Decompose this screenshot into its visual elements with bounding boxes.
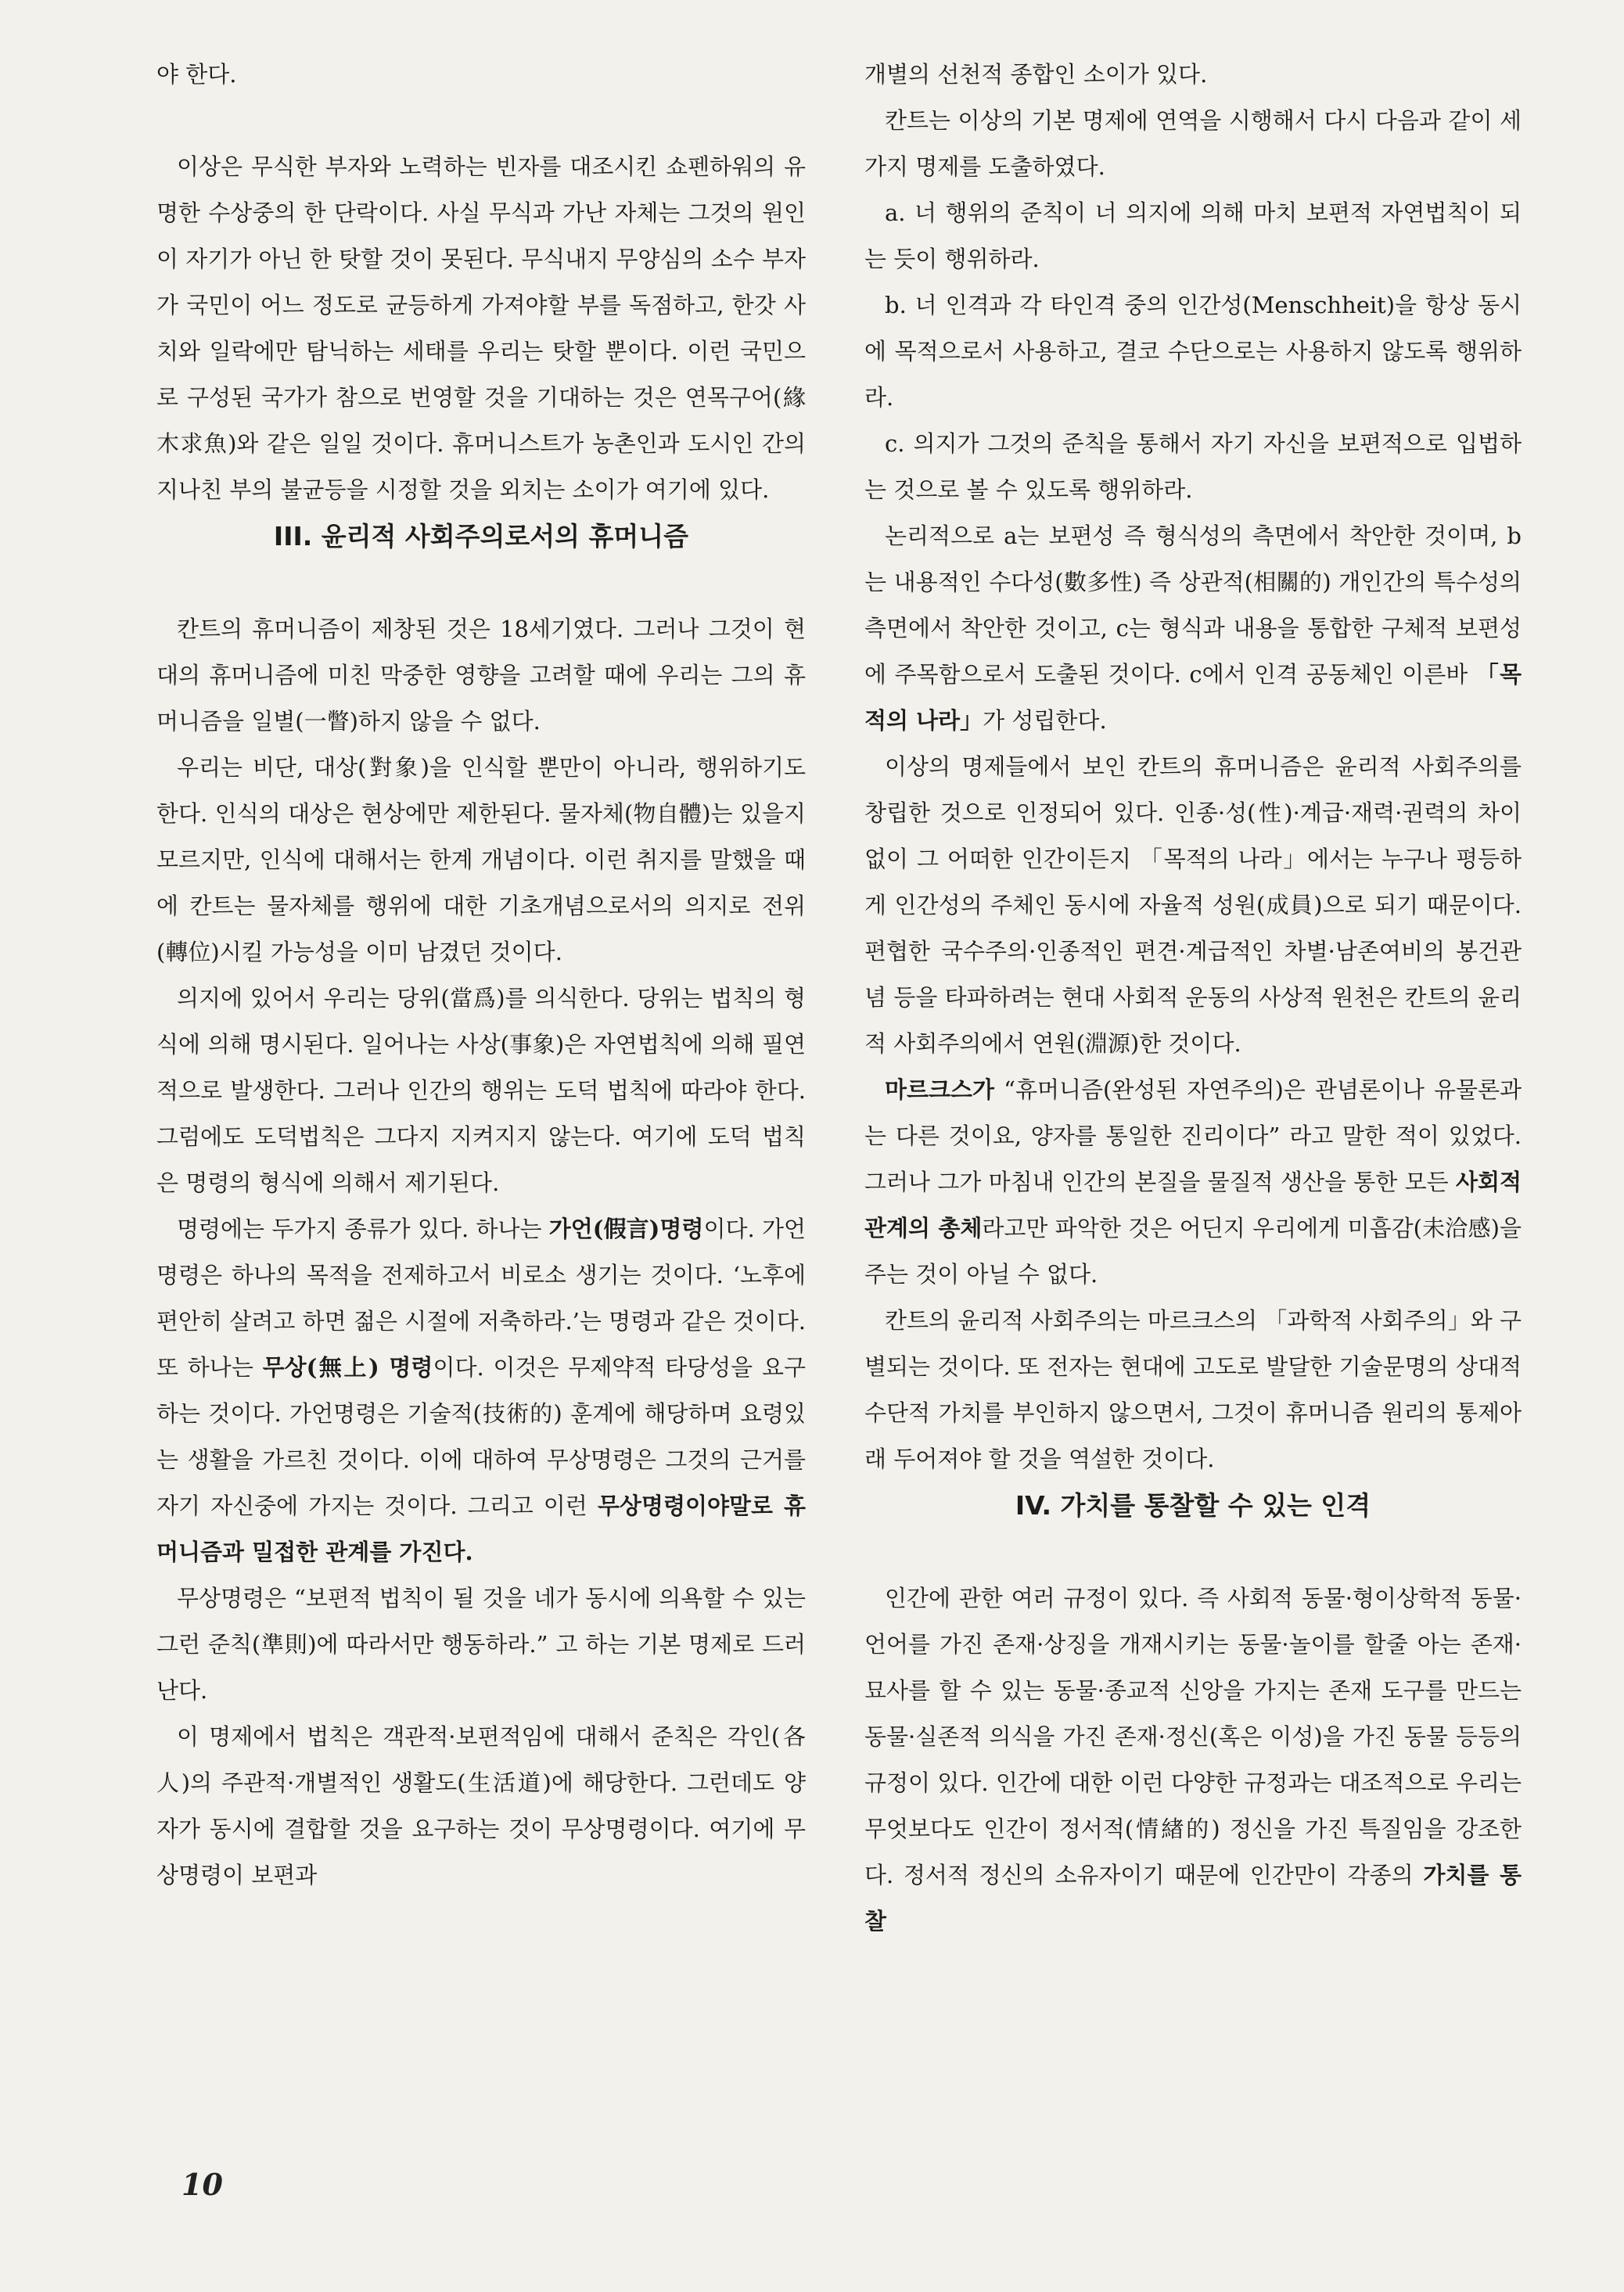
right-column — [864, 52, 1522, 1945]
page-number: 10 — [181, 2167, 223, 2202]
paragraph: 이상은 무식한 부자와 노력하는 빈자를 대조시킨 쇼펜하워의 유명한 수상중의 한 단락이다. 사실 무식과 가난 자체는 그것의 원인이 자기가 아닌 한 탓할 것이 못된다. 무식내지 무양심의 소수 부자가 국민이 어느 정도로 균등하게 가져야할 부를 독점하고, 한갓 사치와 일락에만 탐닉하는 세태를 우리는 탓할 뿐이다. 이런 국민으로 구성된 국가가 참으로 번영할 것을 기대하는 것은 연목구어(緣木求魚)와 같은 일일 것이다. 휴머니스트가 농촌인과 도시인 간의 지나친 부의 불균등을 시정할 것을 외치는 소이가 여기에 있다. — [156, 153, 806, 503]
bold-term: 사회적 관계의 총체 — [864, 1169, 1522, 1241]
bold-term: 무상명령이야말로 휴머니즘과 밀접한 관계를 가진다. — [156, 1493, 806, 1565]
paragraph: 칸트는 이상의 기본 명제에 연역을 시행해서 다시 다음과 같이 세가지 명제를 도출하였다. — [864, 107, 1522, 180]
paragraph: a. 너 행위의 준칙이 너 의지에 의해 마치 보편적 자연법칙이 되는 듯이 행위하라. — [864, 199, 1522, 272]
text-run: 라고만 파악한 것은 어딘지 우리에게 미흡감(未洽感)을 주는 것이 아닐 수 없다. — [864, 1215, 1522, 1288]
bold-term: 가치를 통찰 — [864, 1862, 1522, 1935]
paragraph: 칸트의 윤리적 사회주의는 마르크스의 「과학적 사회주의」와 구별되는 것이다. 또 전자는 현대에 고도로 발달한 기술문명의 상대적 수단적 가치를 부인하지 않으면서, 그것이 휴머니즘 원리의 통제아래 두어져야 할 것을 역설한 것이다. — [864, 1307, 1522, 1472]
paragraph: 칸트의 휴머니즘이 제창된 것은 18세기였다. 그러나 그것이 현대의 휴머니즘에 미친 막중한 영향을 고려할 때에 우리는 그의 휴머니즘을 일별(一瞥)하지 않을 수 없다. — [156, 616, 806, 735]
text-run: 명령에는 두가지 종류가 있다. 하나는 — [177, 1216, 549, 1242]
bold-term: 가언(假言)명령 — [548, 1216, 704, 1242]
paragraph: b. 너 인격과 각 타인격 중의 인간성(Menschheit)을 항상 동시에 목적으로서 사용하고, 결코 수단으로는 사용하지 않도록 행위하라. — [864, 292, 1522, 411]
text-run: “휴머니즘(완성된 자연주의)은 관념론이나 유물론과는 다른 것이요, 양자를 통일한 진리이다” 라고 말한 적이 있었다. 그러나 그가 마침내 인간의 본질을 물질적 생산을 통한 모든 — [864, 1076, 1522, 1195]
paragraph: 야 한다. — [156, 61, 237, 88]
bold-term: 무상(無上) 명령 — [262, 1354, 433, 1381]
text-run: 이다. 가언명령은 하나의 목적을 전제하고서 비로소 생기는 것이다. ‘노후에 편안히 살려고 하면 젊은 시절에 저축하라.’는 명령과 같은 것이다. 또 하나는 — [156, 1216, 806, 1381]
paragraph: 이 명제에서 법칙은 객관적·보편적임에 대해서 준칙은 각인(各人)의 주관적·개별적인 생활도(生活道)에 해당한다. 그런데도 양자가 동시에 결합할 것을 요구하는 것이 무상명령이다. 여기에 무상명령이 보편과 — [156, 1723, 806, 1888]
section-heading-4: IV. 가치를 통찰할 수 있는 인격 — [1015, 1490, 1371, 1521]
paragraph: 개별의 선천적 종합인 소이가 있다. — [864, 61, 1208, 88]
bold-term: 마르크스가 — [885, 1076, 995, 1103]
paragraph — [864, 513, 1522, 744]
section-heading-3: III. 윤리적 사회주의로서의 휴머니즘 — [273, 521, 689, 551]
text-run: 이다. 이것은 무제약적 타당성을 요구하는 것이다. 가언명령은 기술적(技術的) 훈계에 해당하며 요령있는 생활을 가르친 것이다. 이에 대하여 무상명령은 그것의 근거를 자기 자신중에 가지는 것이다. 그리고 이런 — [156, 1354, 806, 1519]
bold-term: 「목적의 나라」 — [864, 661, 1522, 734]
paragraph — [156, 1206, 806, 1575]
paragraph: 무상명령은 “보편적 법칙이 될 것을 네가 동시에 의욕할 수 있는 그런 준칙(準則)에 따라서만 행동하라.” 고 하는 기본 명제로 드러난다. — [156, 1585, 806, 1704]
paragraph: 이상의 명제들에서 보인 칸트의 휴머니즘은 윤리적 사회주의를 창립한 것으로 인정되어 있다. 인종·성(性)·계급·재력·권력의 차이없이 그 어떠한 인간이든지 「목적의 나라」에서는 누구나 평등하게 인간성의 주체인 동시에 자율적 성원(成員)으로 되기 때문이다. 편협한 국수주의·인종적인 편견·계급적인 차별·남존여비의 봉건관념 등을 타파하려는 현대 사회적 운동의 사상적 원천은 칸트의 윤리적 사회주의에서 연원(淵源)한 것이다. — [864, 753, 1522, 1057]
paragraph — [864, 1067, 1522, 1298]
paragraph: 우리는 비단, 대상(對象)을 인식할 뿐만이 아니라, 행위하기도 한다. 인식의 대상은 현상에만 제한된다. 물자체(物自體)는 있을지 모르지만, 인식에 대해서는 한계 개념이다. 이런 취지를 말했을 때에 칸트는 물자체를 행위에 대한 기초개념으로서의 의지로 전위(轉位)시킬 가능성을 이미 남겼던 것이다. — [156, 754, 806, 965]
left-column — [156, 52, 806, 1899]
paragraph: 의지에 있어서 우리는 당위(當爲)를 의식한다. 당위는 법칙의 형식에 의해 명시된다. 일어나는 사상(事象)은 자연법칙에 의해 필연적으로 발생한다. 그러나 인간의 행위는 도덕 법칙에 따라야 한다. 그럼에도 도덕법칙은 그다지 지켜지지 않는다. 여기에 도덕 법칙은 명령의 형식에 의해서 제기된다. — [156, 985, 806, 1196]
paragraph — [864, 1575, 1522, 1945]
text-run: 논리적으로 a는 보편성 즉 형식성의 측면에서 착안한 것이며, b는 내용적인 수다성(數多性) 즉 상관적(相關的) 개인간의 특수성의 측면에서 착안한 것이고, c는 형식과 내용을 통합한 구체적 보편성에 주목함으로서 도출된 것이다. c에서 인격 공동체인 이른바 — [864, 523, 1522, 688]
paragraph: c. 의지가 그것의 준칙을 통해서 자기 자신을 보편적으로 입법하는 것으로 볼 수 있도록 행위하라. — [864, 430, 1522, 503]
text-run: 인간에 관한 여러 규정이 있다. 즉 사회적 동물·형이상학적 동물·언어를 가진 존재·상징을 개재시키는 동물·놀이를 할줄 아는 존재·묘사를 할 수 있는 동물·종교적 신앙을 가지는 존재 도구를 만드는 동물·실존적 의식을 가진 존재·정신(혹은 이성)을 가진 동물 등등의 규정이 있다. 인간에 대한 이런 다양한 규정과는 대조적으로 우리는 무엇보다도 인간이 정서적(情緖的) 정신을 가진 특질임을 강조한다. 정서적 정신의 소유자이기 때문에 인간만이 각종의 — [864, 1585, 1522, 1888]
text-run: 가 성립한다. — [983, 707, 1107, 734]
